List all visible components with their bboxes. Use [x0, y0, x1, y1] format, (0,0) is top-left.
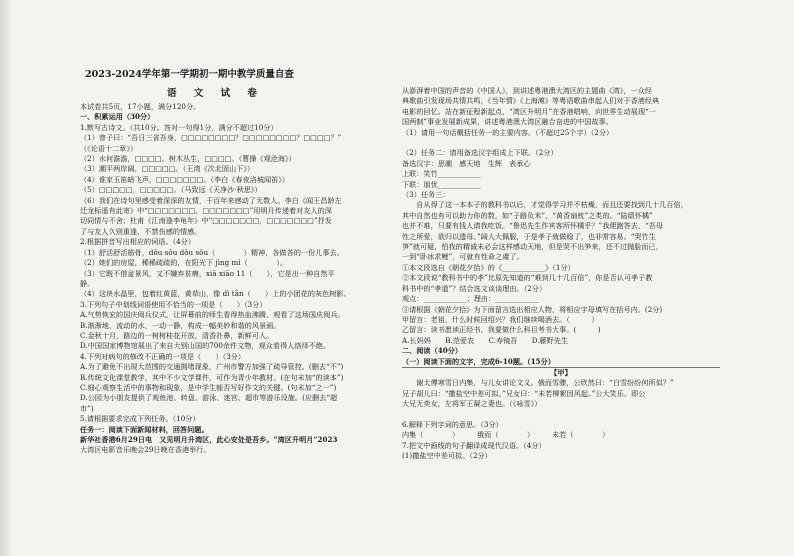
text-line: 了与友人久别重逢、不禁伤感的情感。 [80, 226, 202, 236]
text-line: C.细心观察生活中的事物和现象，是中学生能否写好作文的关键。(句末加“之一”) [80, 382, 337, 392]
text-line: 7.把文中画线的句子翻译成现代汉语。（4分） [402, 440, 546, 450]
text-line: （1）请用一句话概括任务一的主要内容。（不超过25个字）（2分） [402, 127, 614, 137]
text-line: 乙留言：读书愿读正经书，我要做什么科目考书大事。( ) [402, 325, 601, 335]
text-line: （4）谁家玉笛暗飞声，□□□□□□□。（李白《春夜洛城闻笛》） [80, 174, 290, 184]
text-line: 一、积累运用（30分） [80, 112, 155, 122]
text-line: 二、阅读（40分） [402, 346, 462, 356]
scan-edge-shadow [0, 0, 14, 556]
text-line: D.公园为小朋友提供了观鱼池、转盘、游泳、迷宫、超市等游乐设施。(应删去“超 [80, 393, 338, 403]
text-line: 自从得了这一本本子的教科书以后，才觉得学习并不枯燥，而且还要找到几十几百倍， [402, 200, 688, 210]
text-line: 笋”就可疑，怕我的精诚未必会这样感动天地，但是哭不出笋来，还不过抛脸而已， [402, 242, 663, 252]
text-line: 备选汉字：思潮 感天地 生辉 表承心 [402, 158, 531, 168]
text-line: 电影的回忆。站在新征程新起点，“湾区升明月”在香港唱响，向世界生动展现“一 [402, 106, 656, 116]
exam-title: 2023-2024学年第一学期初一期中教学质量自查 [85, 69, 294, 80]
text-line: 也并不难，只要有钱人请我吃饭。“鲁迅先生作宾客所怀橘乎？”我便跑答去，“吾母 [402, 221, 664, 231]
text-line: 内集（ ） 俄而（ ） 未若（ ） [402, 430, 610, 440]
text-line: 切同情与不舍；杜甫《江南逢李龟年》中“□□□□□□□，□□□□□□□”抒发 [80, 216, 332, 226]
text-line: 本试卷共5页，17小题，满分120分。 [80, 102, 201, 111]
text-line: （1）舒活舒活筋骨，dǒu sǒu dǒu sǒu（ ）精神，各做各的一份儿事去。 [80, 247, 344, 257]
text-line: （3）它既不借盆景风，又不嫌弃贫瘠，xiā xiāo 11（ ），它是出一种自然平 [80, 268, 335, 278]
text-line: 性之所爱，欲归以遗母。”阔人大佩服，于是孝子就做稳了，也非常容易。“哭竹生 [402, 231, 656, 241]
text-line: 任务一：阅读下面新闻材料，回答问题。 [80, 424, 209, 434]
text-line: ③请根据《朝花夕拾》为下面留言选出相应人物，将相应字母填写在括号内。(2分) [402, 304, 663, 314]
text-line: （3）任务三： [402, 190, 450, 200]
text-line: ②本文段说“教科书中的孝”比原先知道的“难到几十几百倍”，你是否认可孝子教 [402, 273, 653, 283]
text-line: (1)撒盐空中差可拟。（2分） [402, 451, 492, 461]
text-line: 谢太傅寒雪日内集，与儿女讲论文义。俄而雪骤，公欣然曰：“白雪纷纷何所似？” [402, 378, 674, 388]
text-line: 典歌曲引发现场共情共鸣，《当年情》《上海滩》等粤语歌曲串起人们对于香港经典 [402, 96, 660, 106]
text-line: （2）水何澹澹，□□□□。树木丛生，□□□□。（曹操《观沧海》） [80, 154, 296, 164]
text-line [402, 410, 720, 420]
text-line: 其中自然也有可以助力你的数，如“子路负米”，“黄香扇枕”之类的。“陆绩怀橘” [402, 210, 653, 220]
text-line: 静。 [80, 278, 95, 288]
text-line: 从澎湃着中国的声音的《中国人》，到讲述粤港澳大湾区的主题曲《湾》，一众经 [402, 86, 653, 95]
text-line: 兄子胡儿曰：“撒盐空中差可拟。”兄女曰：“未若柳絮因风起。”公大笑乐。即公 [402, 388, 646, 398]
text-line: （5）□□□□□，□□□□□。（马致远《天净沙·秋思》） [80, 185, 262, 195]
text-line: B.传统文化课堂教学，其中不少文学课件，可作为青少年教材。(在句末加“的读本”) [80, 372, 344, 382]
text-line: 市”) [80, 403, 94, 413]
text-line: B.渐渐地，流动的水，一动一静，构成一幅美妙和谐的风景画。 [80, 320, 281, 330]
text-line: 一到“卧冰求鲤”，可就有性命之虞了。 [402, 252, 524, 262]
text-line: （2）她们的房屋，稀稀疏疏的，在阳光下 jìng mì（ ）。 [80, 258, 288, 268]
text-line: （3）潮平两岸阔，□□□□□。（王湾《次北固山下》） [80, 164, 255, 174]
text-line: 5.请根据要求完成下列任务。（10分） [80, 414, 200, 424]
text-line: 4.下列对病句的修改不正确的一项是（ ）（3分） [80, 351, 246, 361]
text-line: （一）阅读下面的文字，完成6-10题。（15分） [402, 357, 720, 368]
text-line: 国两制”事业发展新成果，讲述粤港澳大湾区融合奋进的中国故事。 [402, 117, 613, 127]
text-line: 科书中的“孝道”？结合选文谈谈理由。（2分） [402, 283, 547, 293]
text-line: D.中国国家博物馆展出了来自大别山国的700余件文物，观众看得人络绎不绝。 [80, 341, 331, 351]
text-line: A.气势恢宏的国庆阅兵仪式，让屏幕前的师生看得热血沸腾，观看了这场国庆阅兵。 [80, 310, 345, 320]
text-line: 甲留言：老祖，什么时候回绍兴？我们继续喝酒去。（ ） [402, 314, 599, 324]
text-line: 下联：朋忧____________ [402, 179, 481, 189]
left-column [80, 102, 400, 556]
text-line: A.为了避免不出现大范围的交通拥堵现象，广州市警方加强了疏导管控。(删去“不”) [80, 362, 344, 372]
text-line: （1）曾子曰：“吾日三省吾身，□□□□□□□□？□□□□□□□□？□□□□？” [80, 133, 342, 143]
text-line: （6）我们在诗句里感受着深深的友情，千百年来感动了无数人。李白《闻王昌龄左 [80, 195, 342, 205]
text-line: 6.解释下列字词的意思。（3分） [402, 419, 503, 429]
right-column [402, 86, 720, 556]
text-line: 新华社香港6月29日电 又见明月升湾区，此心安处是吾乡。“湾区升明月”2023 [80, 435, 338, 444]
text-line: ①本文段选自《朝花夕拾》的《____________》（1分） [402, 262, 575, 272]
exam-subtitle: 语 文 试 卷 [167, 88, 264, 99]
text-line: （4）这块水晶里，包着红黄蓝，黄草山，像 dì tǎn（ ）上的小团花的灰色树影。 [80, 289, 351, 299]
text-line: 1.默写古诗文。（共10分。答对一句得1分，满分不超过10分） [80, 122, 278, 132]
text-line: 【甲】 [550, 367, 572, 377]
text-line: 3.下列句子中划线词语使用不恰当的一项是（ ）（3分） [80, 299, 267, 309]
text-line: （《论语十二章》） [80, 143, 138, 153]
text-line: A.长妈妈 B.范爱农 C.寿镜吾 D.藤野先生 [402, 335, 569, 345]
text-line: 大湾区电影音乐晚会29日晚在香港举行。 [80, 445, 211, 455]
text-line [402, 138, 720, 148]
text-line: 观点：____________；理由：____________ [402, 294, 539, 304]
text-line: C.金秋十月，路边的一树树桂花开放，清香扑鼻，新鲜可人。 [80, 330, 274, 340]
text-line: 大兄无奕女，左将军王凝之妻也。（《咏雪》） [402, 399, 542, 409]
text-line: （2）任务二：请用备选汉字组成上下联。（2分） [402, 148, 558, 158]
text-line: 上联：笑竹____________ [402, 169, 481, 179]
text-line: 2.根据拼音写出相应的词语。（4分） [80, 237, 196, 247]
text-line: 迁龙标遥有此寄》中“□□□□□□□，□□□□□□□”用明月传递着对友人的深 [80, 206, 332, 216]
